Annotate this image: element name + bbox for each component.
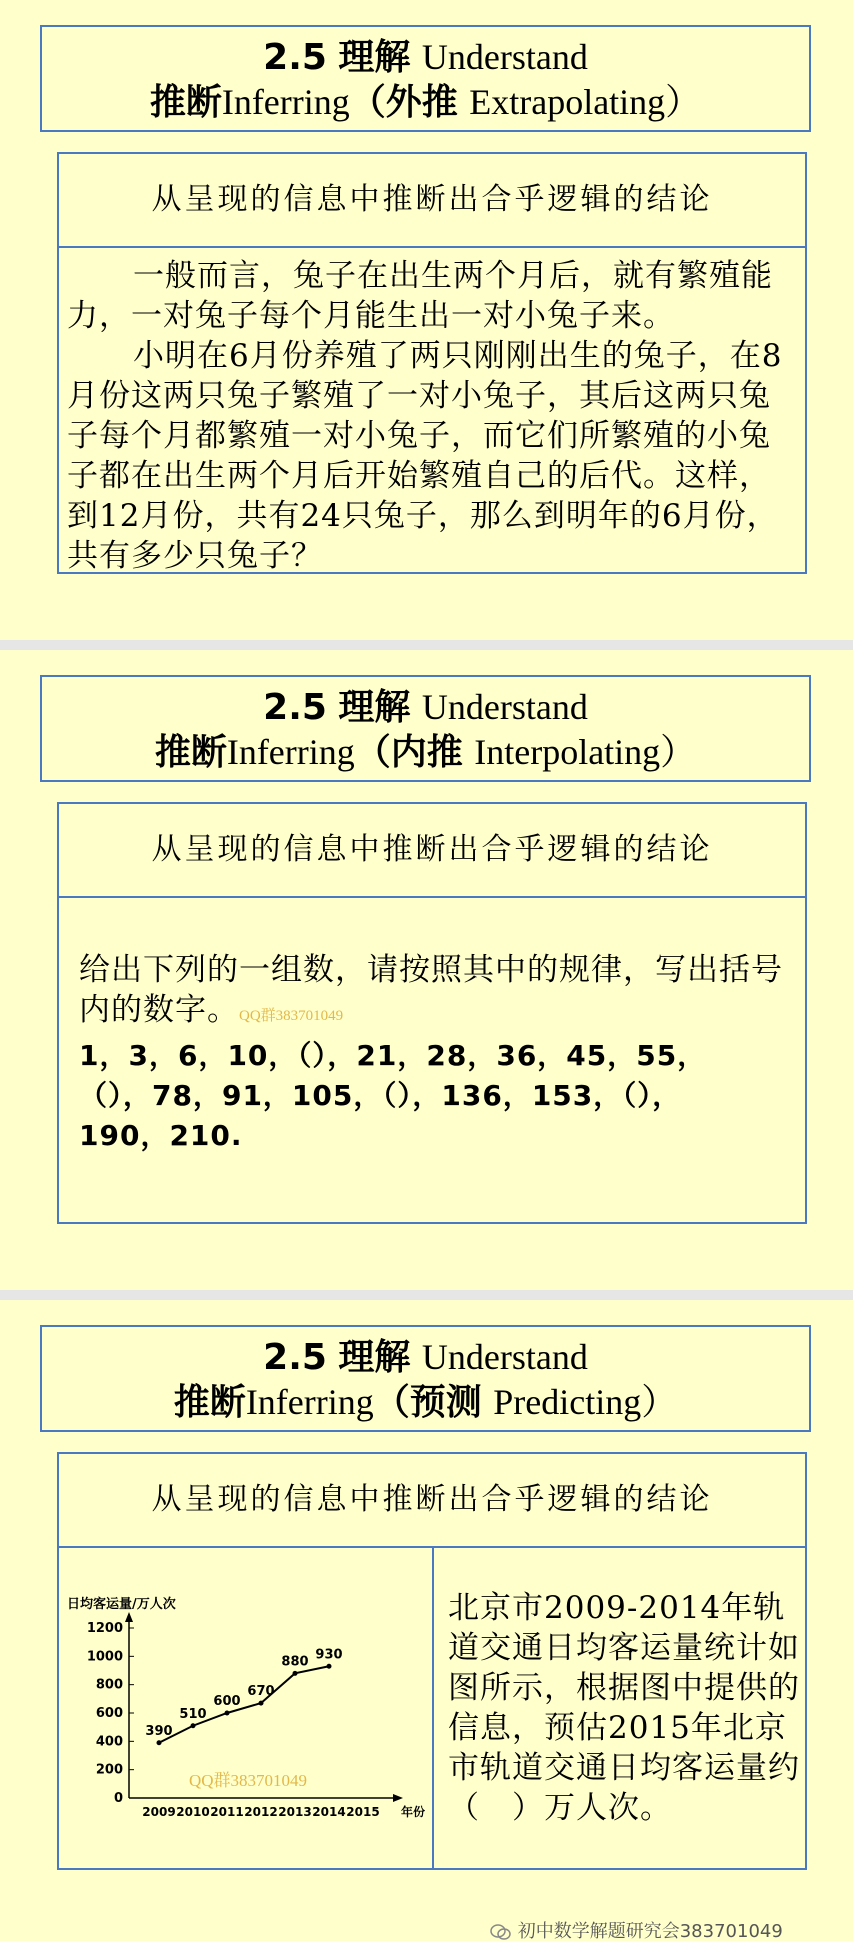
y-tick-label: 0 (113, 1791, 123, 1806)
number-sequence-line-3: 190，210. (79, 1119, 243, 1152)
y-tick-label: 1200 (86, 1621, 123, 1636)
data-point (191, 1723, 196, 1728)
data-label: 930 (315, 1647, 343, 1663)
subtitle-en: Inferring (221, 82, 350, 122)
subtitle-paren-cn: （外推 (349, 82, 458, 123)
series-line (159, 1666, 329, 1743)
number-sequence-line-1: 1，3，6，10，（），21，28，36，45，55， (79, 1039, 707, 1072)
slide-interpolating (0, 650, 853, 1290)
y-axis-arrow (125, 1612, 133, 1622)
content-heading: 从呈现的信息中推断出合乎逻辑的结论 (59, 1454, 805, 1548)
x-tick-label: 2010 (176, 1805, 210, 1819)
content-box (57, 802, 807, 1224)
x-tick-label: 2015 (346, 1805, 380, 1819)
slide-title-box (40, 25, 811, 132)
title-cn: 理解 (338, 687, 411, 728)
question-sentence: 给出下列的一组数，请按照其中的规律，写出括号内的数字。 (79, 952, 783, 1028)
subtitle-en: Inferring (245, 1382, 374, 1422)
data-label: 600 (213, 1694, 241, 1709)
chart-watermark: QQ群383701049 (189, 1771, 308, 1790)
y-tick-label: 800 (95, 1677, 123, 1693)
title-number: 2.5 (263, 1337, 327, 1378)
title-number: 2.5 (263, 37, 327, 78)
y-tick-label: 1000 (86, 1649, 123, 1665)
slide-separator (0, 640, 853, 650)
footer (490, 1917, 850, 1943)
data-label: 510 (179, 1706, 207, 1722)
content-split (59, 1548, 805, 1870)
subtitle-paren-en: Predicting） (493, 1382, 678, 1422)
data-point (225, 1711, 230, 1716)
wechat-icon (490, 1923, 512, 1941)
slide-predicting (0, 1300, 853, 1941)
content-heading: 从呈现的信息中推断出合乎逻辑的结论 (59, 804, 805, 898)
slide-title-box (40, 675, 811, 782)
x-tick-label: 2013 (278, 1805, 312, 1819)
x-axis-label: 年份 (401, 1805, 426, 1819)
y-axis-label: 日均客运量/万人次 (67, 1597, 176, 1612)
paragraph-2: 小明在6月份养殖了两只刚刚出生的兔子，在8月份这两只兔子繁殖了一对小兔子，其后这两只兔子每个月都繁殖一对小兔子，而它们所繁殖的小兔子都在出生两个月后开始繁殖自己的后代。这样，到12月份，共有24只兔子，那么到明年的6月份，共有多少只兔子？ (67, 338, 783, 574)
subtitle-cn: 推断 (154, 732, 227, 773)
footer-text: 初中数学解题研究会383701049 (517, 1921, 783, 1942)
subtitle-paren-cn: （内推 (354, 732, 463, 773)
data-point (259, 1701, 264, 1706)
subtitle-paren-en: Extrapolating） (469, 82, 702, 122)
data-point (293, 1671, 298, 1676)
slide-extrapolating (0, 0, 853, 640)
data-label: 670 (247, 1684, 275, 1700)
x-tick-label: 2012 (244, 1805, 278, 1819)
data-point (157, 1740, 162, 1745)
x-tick-label: 2011 (210, 1805, 244, 1819)
question-text (79, 950, 789, 1036)
data-label: 390 (145, 1723, 173, 1739)
title-en: Understand (421, 37, 588, 77)
line-chart (59, 1548, 430, 1870)
data-label: 880 (281, 1654, 309, 1670)
subtitle-en: Inferring (226, 732, 355, 772)
paragraph-1: 一般而言，兔子在出生两个月后，就有繁殖能力，一对兔子每个月能生出一对小兔子来。 (67, 258, 773, 334)
watermark: QQ群383701049 (239, 1008, 344, 1024)
subtitle-cn: 推断 (173, 1382, 246, 1423)
content-box (57, 152, 807, 574)
title-number: 2.5 (263, 687, 327, 728)
x-tick-label: 2009 (142, 1805, 176, 1819)
title-en: Understand (421, 1337, 588, 1377)
slide-separator (0, 1290, 853, 1300)
x-axis-arrow (393, 1794, 403, 1802)
y-tick-label: 200 (95, 1762, 123, 1778)
subtitle-paren-en: Interpolating） (474, 732, 697, 772)
title-en: Understand (421, 687, 588, 727)
subtitle-cn: 推断 (149, 82, 222, 123)
question-text: 北京市2009-2014年轨道交通日均客运量统计如图所示，根据图中提供的信息，预估2015年北京市轨道交通日均客运量约（ ）万人次。 (448, 1590, 800, 1826)
y-tick-label: 400 (95, 1734, 123, 1750)
data-point (327, 1664, 332, 1669)
slide-title-box (40, 1325, 811, 1432)
title-cn: 理解 (338, 37, 411, 78)
title-cn: 理解 (338, 1337, 411, 1378)
content-text (59, 898, 805, 1156)
content-text (59, 248, 805, 576)
number-sequence-line-2: （），78，91，105，（），136，153，（）， (79, 1079, 682, 1112)
subtitle-paren-cn: （预测 (373, 1382, 482, 1423)
chart-panel (59, 1548, 434, 1870)
y-tick-label: 600 (95, 1706, 123, 1721)
content-heading: 从呈现的信息中推断出合乎逻辑的结论 (59, 154, 805, 248)
x-tick-label: 2014 (312, 1805, 346, 1819)
content-box (57, 1452, 807, 1870)
